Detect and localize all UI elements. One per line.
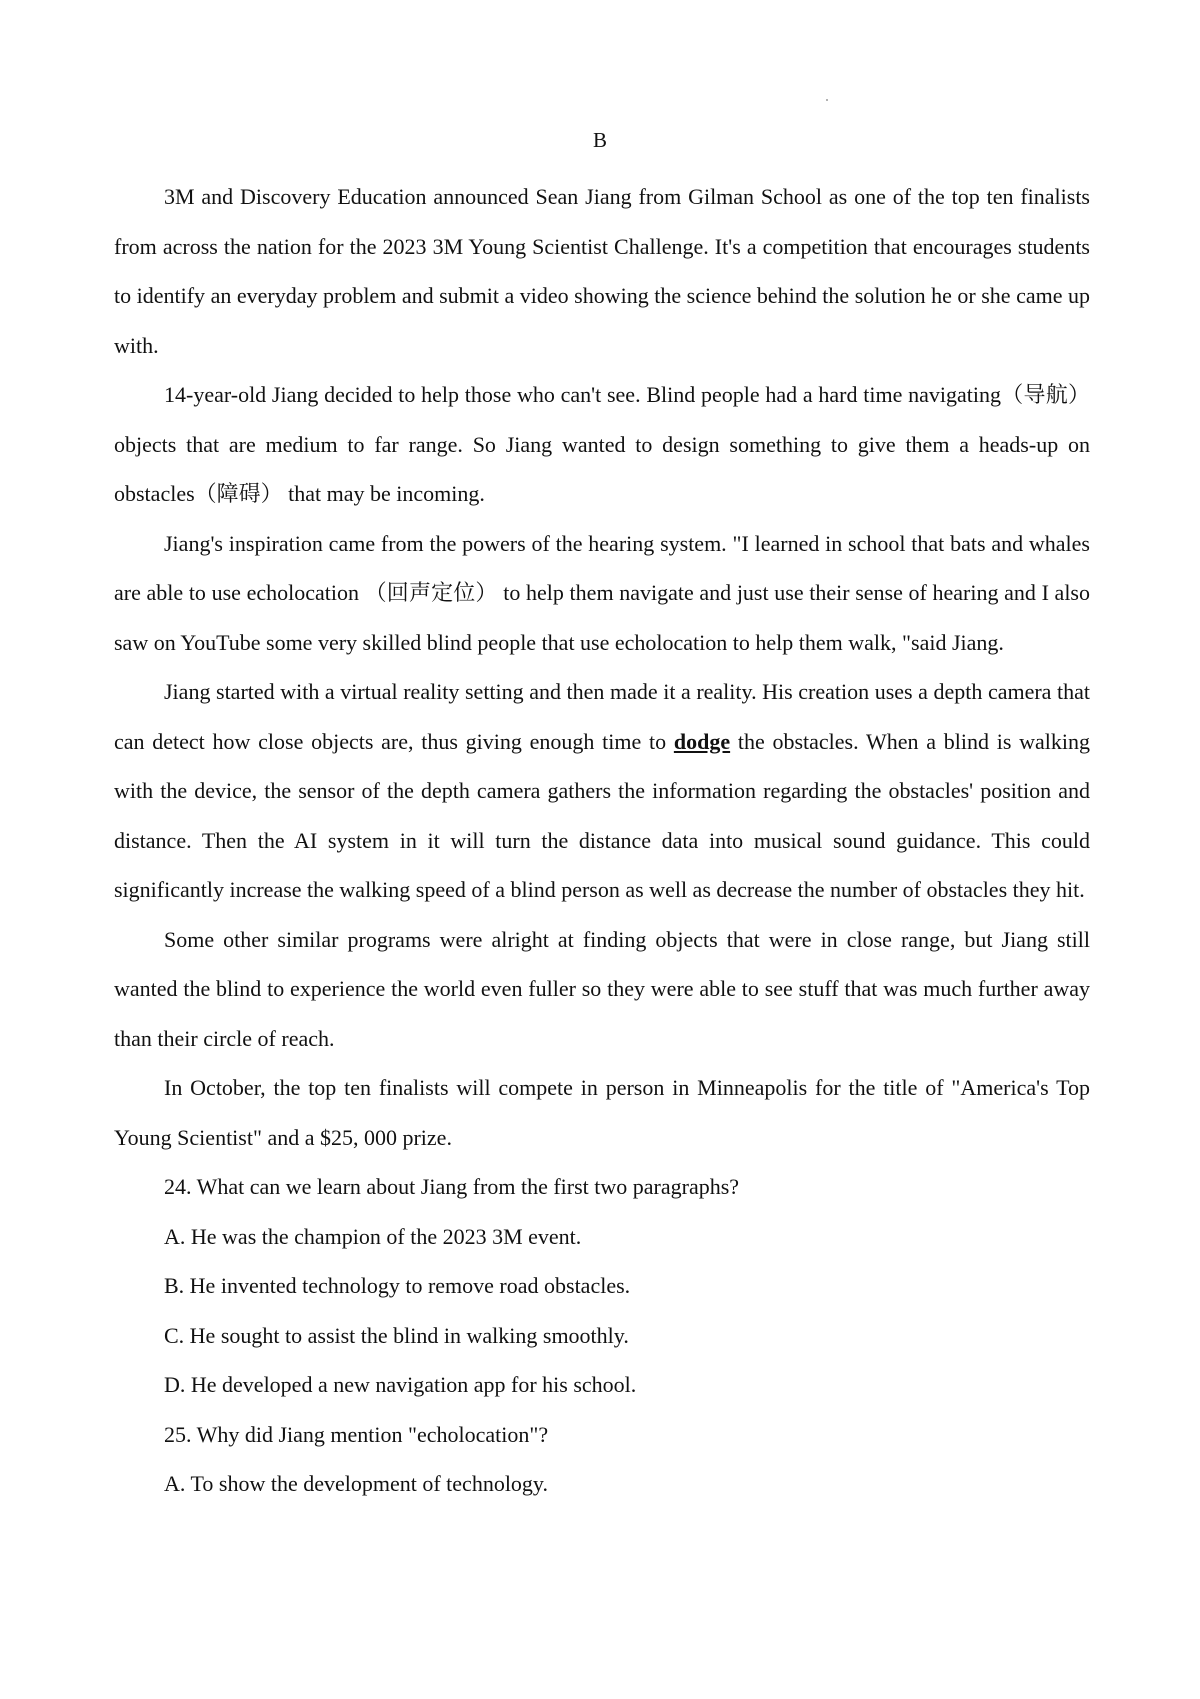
keyword-dodge: dodge xyxy=(673,728,731,754)
paragraph-4 xyxy=(114,667,1090,915)
scan-dot xyxy=(826,99,828,101)
paragraph-4-text-end: the obstacles. When a blind is walking with the device, the sensor of the depth camera gathers the information regarding the obstacles' position and distance. Then the AI system in it will turn the distance data into musical sound guidance. This could significantly increase the walking speed of a blind person as well as decrease the number of obstacles they hit. xyxy=(114,728,1090,902)
paragraph-2: 14-year-old Jiang decided to help those who can't see. Blind people had a hard time navigating（导航） objects that are medium to far range. So Jiang wanted to design something to give them a heads-up on obstacles（障碍） that may be incoming. xyxy=(114,382,1090,506)
question-25 xyxy=(114,1410,1090,1509)
question-stem: 24. What can we learn about Jiang from the first two paragraphs? xyxy=(164,1174,740,1199)
paragraph-6: In October, the top ten finalists will compete in person in Minneapolis for the title of "America's Top Young Scientist" and a $25, 000 prize. xyxy=(114,1075,1090,1150)
question-stem: 25. Why did Jiang mention "echolocation"? xyxy=(164,1421,549,1447)
paragraph-4-text-start: Jiang started with a virtual reality setting and then made it a reality. His creation uses a depth camera that can detect how close objects are, thus giving enough time to xyxy=(114,679,1090,754)
paragraph-3: Jiang's inspiration came from the powers of the hearing system. "I learned in school that bats and whales are able to use echolocation （回声定位） to help them navigate and just use their sense of hearing and I also saw on YouTube some very skilled blind people that use echolocation to help them walk, "said Jiang. xyxy=(114,530,1090,655)
question-24 xyxy=(114,1162,1090,1410)
answer-option: A. He was the champion of the 2023 3M event. xyxy=(164,1223,582,1249)
paragraph-1: 3M and Discovery Education announced Sean Jiang from Gilman School as one of the top ten finalists from across the nation for the 2023 3M Young Scientist Challenge. It's a competition that encourages students to identify an everyday problem and submit a video showing the science behind the solution he or she came up with. xyxy=(114,184,1090,358)
answer-option: A. To show the development of technology. xyxy=(164,1471,549,1496)
answer-option: D. He developed a new navigation app for his school. xyxy=(164,1372,637,1397)
reading-passage xyxy=(114,172,1090,1509)
answer-option: B. He invented technology to remove road obstacles. xyxy=(164,1273,631,1298)
section-heading: B xyxy=(592,128,607,152)
paragraph-5: Some other similar programs were alright at finding objects that were in close range, but Jiang still wanted the blind to experience the world even fuller so they were able to see stuff that was much further away than their circle of reach. xyxy=(114,926,1090,1051)
answer-option: C. He sought to assist the blind in walking smoothly. xyxy=(164,1322,629,1348)
